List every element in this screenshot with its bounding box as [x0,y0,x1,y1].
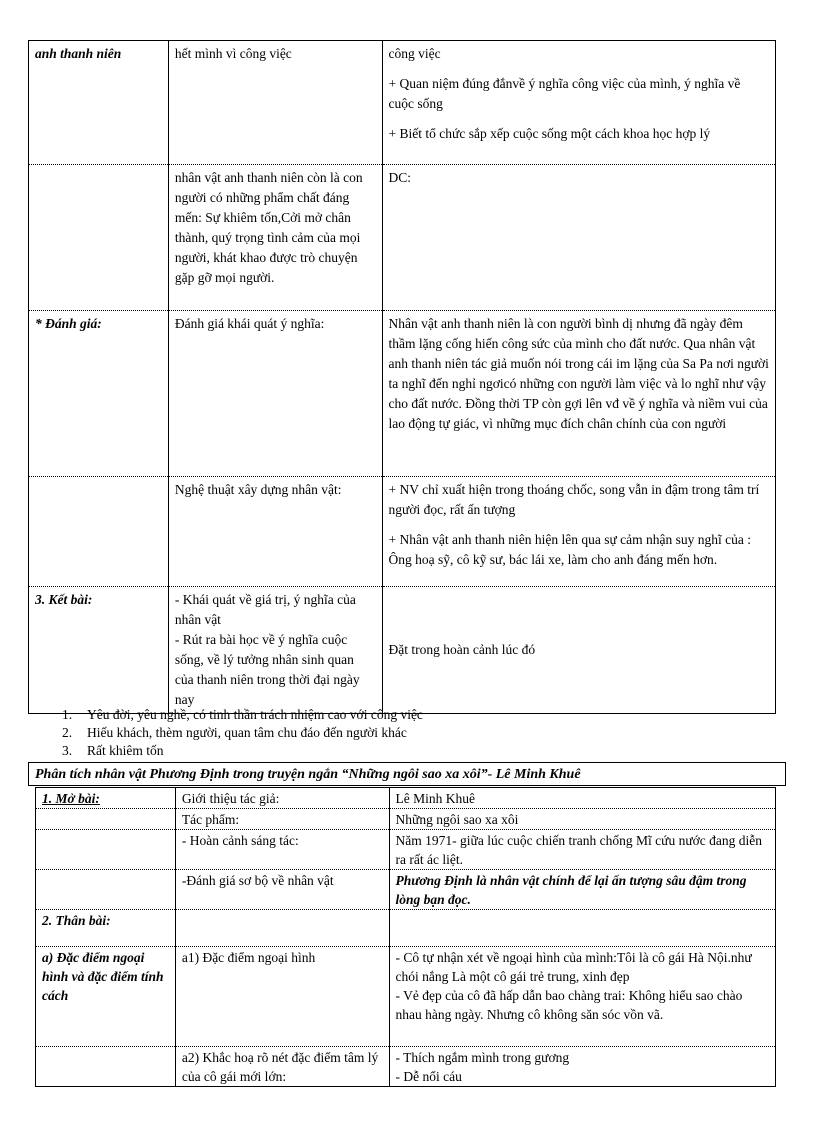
row-heading: anh thanh niên [29,41,169,165]
cell-point: -Đánh giá sơ bộ về nhân vật [175,870,389,910]
cell-detail [382,41,775,165]
row-heading: 1. Mở bài: [36,788,176,809]
table-row [36,788,776,809]
outline-table-2 [35,787,776,1087]
point-line: - Khái quát về giá trị, ý nghĩa của nhân vật [174,592,356,627]
table-row [29,311,776,477]
list-item: 1. Yêu đời, yêu nghề, có tinh thần trách nhiệm cao với công việc [62,707,423,722]
detail-line: - Cô tự nhận xét về ngoại hình của mình:Tôi là cô gái Hà Nội.như chói nắng Là một cô gái trẻ trung, xinh đẹp [395,950,752,984]
detail-paragraph: + NV chỉ xuất hiện trong thoáng chốc, song vẫn in đậm trong tâm trí người đọc, rất ấn tượng [388,482,760,517]
row-heading [29,165,169,311]
detail-line: - Vẻ đẹp của cô đã hấp dẫn bao chàng trai: Không hiểu sao chào nhau hàng ngày. Nhưng cô không săn sóc vồn vã. [395,988,743,1022]
outline-table-1 [28,40,776,714]
cell-detail: Lê Minh Khuê [389,788,775,809]
table-row [29,587,776,714]
cell-point [168,587,382,714]
row-heading: * Đánh giá: [29,311,169,477]
detail-line: - Thích ngắm mình trong gương [395,1050,570,1065]
table-row [29,477,776,587]
cell-detail: Những ngôi sao xa xôi [389,809,775,830]
point-line: - Rút ra bài học về ý nghĩa cuộc sống, về lý tưởng nhân sinh quan của thanh niên trong thời đại ngày nay [174,632,360,707]
table-row [36,910,776,947]
cell-point: nhân vật anh thanh niên còn là con người có những phẩm chất đáng mến: Sự khiêm tốn,Cởi mở chân thành, quý trọng tình cảm của mọi người, khát khao được trò chuyện gặp gỡ mọi người. [168,165,382,311]
row-heading: a) Đặc điểm ngoại hình và đặc điểm tính cách [36,947,176,1047]
detail-paragraph: công việc [388,46,441,61]
table-row [36,809,776,830]
table-row [36,1047,776,1087]
detail-paragraph: + Quan niệm đúng đắnvề ý nghĩa công việc của mình, ý nghĩa về cuộc sống [388,76,741,111]
cell-point [175,910,389,947]
table-row [36,830,776,870]
detail-paragraph: + Biết tổ chức sắp xếp cuộc sống một cách khoa học hợp lý [388,126,711,141]
section-title: Phân tích nhân vật Phương Định trong truyện ngắn “Những ngôi sao xa xôi”- Lê Minh Khuê [28,762,786,786]
cell-point: a2) Khắc hoạ rõ nét đặc điểm tâm lý của cô gái mới lớn: [175,1047,389,1087]
cell-point: a1) Đặc điểm ngoại hình [175,947,389,1047]
cell-detail [389,1047,775,1087]
cell-point: Đánh giá khái quát ý nghĩa: [168,311,382,477]
table-row [36,947,776,1047]
cell-detail: Đặt trong hoàn cảnh lúc đó [382,587,775,714]
cell-detail [389,947,775,1047]
row-heading [36,1047,176,1087]
cell-point: - Hoàn cảnh sáng tác: [175,830,389,870]
row-heading [29,477,169,587]
cell-detail: Phương Định là nhân vật chính để lại ấn tượng sâu đậm trong lòng bạn đọc. [389,870,775,910]
detail-paragraph: + Nhân vật anh thanh niên hiện lên qua sự cảm nhận suy nghĩ của : Ông hoạ sỹ, cô kỹ sư, bác lái xe, làm cho anh đáng mến hơn. [388,532,752,567]
row-heading [36,830,176,870]
cell-detail [382,477,775,587]
row-heading [36,809,176,830]
cell-point: Nghệ thuật xây dựng nhân vật: [168,477,382,587]
cell-detail [389,910,775,947]
row-heading: 2. Thân bài: [36,910,176,947]
detail-line: - Dễ nổi cáu [395,1069,462,1084]
list-item: 2. Hiếu khách, thèm người, quan tâm chu đáo đến người khác [62,725,407,740]
row-heading [36,870,176,910]
row-heading: 3. Kết bài: [29,587,169,714]
cell-detail: Năm 1971- giữa lúc cuộc chiến tranh chống Mĩ cứu nước đang diễn ra rất ác liệt. [389,830,775,870]
table-row [29,41,776,165]
table-row [29,165,776,311]
cell-point: hết mình vì công việc [168,41,382,165]
cell-point: Giới thiệu tác giả: [175,788,389,809]
cell-detail: DC: [382,165,775,311]
table-row [36,870,776,910]
list-item: 3. Rất khiêm tốn [62,743,164,758]
cell-point: Tác phẩm: [175,809,389,830]
numbered-list [62,706,423,760]
cell-detail: Nhân vật anh thanh niên là con người bình dị nhưng đã ngày đêm thầm lặng cống hiến công sức của mình cho đất nước. Qua nhân vật anh thanh niên tác giả muốn nói trong cái im lặng của Sa Pa nơi người ta nghĩ đến nghỉ ngơicó những con người làm việc và lo nghĩ như vậy cho đất nước. Đồng thời TP còn gợi lên vđ về ý nghĩa và niềm vui của lao động tự giác, vì những mục đích chân chính của con người [382,311,775,477]
